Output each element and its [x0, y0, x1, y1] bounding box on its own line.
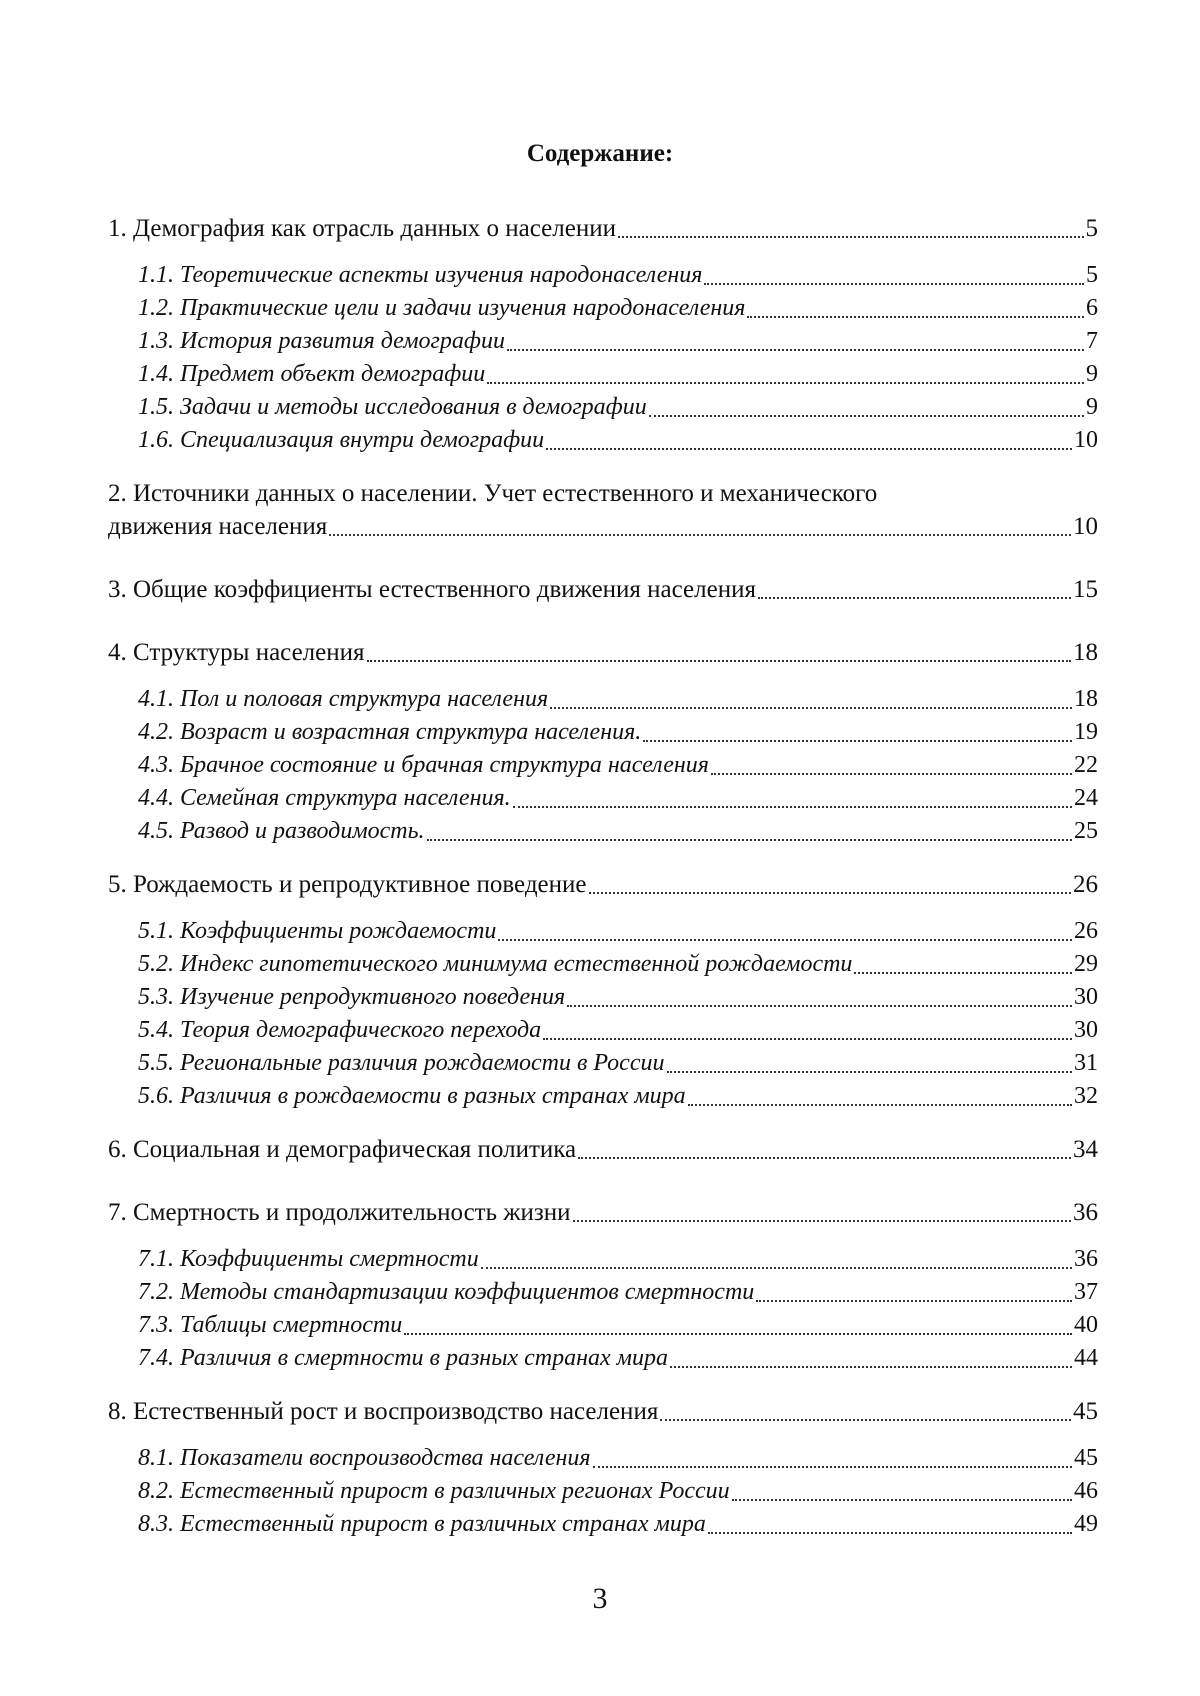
toc-page-number: 5: [1086, 262, 1098, 288]
toc-chapter-title: 3. Общие коэффициенты естественного движения населения: [108, 576, 756, 603]
toc-page-number: 37: [1074, 1279, 1098, 1305]
toc-page-number: 45: [1073, 1398, 1098, 1425]
dot-leader: [670, 1366, 1072, 1368]
toc-page-number: 45: [1074, 1445, 1098, 1471]
toc-section-title: 1.1. Теоретические аспекты изучения народонаселения: [138, 262, 703, 288]
toc-chapter-5[interactable]: [108, 868, 1098, 901]
dot-leader: [747, 316, 1084, 318]
toc-page-number: 25: [1074, 818, 1098, 844]
toc-section-8-2[interactable]: [108, 1475, 1098, 1508]
toc-section-title: 4.3. Брачное состояние и брачная структура населения: [138, 752, 709, 778]
toc-section-title: 7.2. Методы стандартизации коэффициентов смертности: [138, 1279, 755, 1305]
table-of-contents: [108, 212, 1098, 1541]
dot-leader: [593, 1466, 1072, 1468]
toc-page-number: 10: [1074, 427, 1098, 453]
toc-page-number: 24: [1074, 785, 1098, 811]
toc-page-number: 30: [1074, 984, 1098, 1010]
toc-chapter-title: 5. Рождаемость и репродуктивное поведение: [108, 871, 587, 898]
dot-leader: [704, 283, 1084, 285]
toc-chapter-title: 6. Социальная и демографическая политика: [108, 1136, 577, 1163]
toc-section-1-5[interactable]: [108, 391, 1098, 424]
toc-page-number: 18: [1074, 686, 1098, 712]
toc-page-number: 26: [1073, 871, 1098, 898]
toc-chapter-4[interactable]: [108, 636, 1098, 669]
toc-section-4-3[interactable]: [108, 749, 1098, 782]
toc-section-title: 5.2. Индекс гипотетического минимума естественной рождаемости: [138, 951, 853, 977]
toc-section-title: 1.6. Специализация внутри демографии: [138, 427, 545, 453]
toc-page-number: 9: [1086, 394, 1098, 420]
toc-page-number: 9: [1086, 361, 1098, 387]
toc-section-title: 4.1. Пол и половая структура населения: [138, 686, 549, 712]
toc-chapter-title: 8. Естественный рост и воспроизводство населения: [108, 1398, 659, 1425]
toc-page-number: 15: [1073, 576, 1098, 603]
toc-chapter-title: движения населения: [108, 513, 328, 540]
toc-section-title: 5.1. Коэффициенты рождаемости: [138, 918, 497, 944]
dot-leader: [481, 1267, 1072, 1269]
toc-page-number: 32: [1074, 1083, 1098, 1109]
toc-section-5-6[interactable]: [108, 1080, 1098, 1113]
toc-section-1-1[interactable]: [108, 259, 1098, 292]
dot-leader: [688, 1104, 1072, 1106]
toc-page-number: 29: [1074, 951, 1098, 977]
dot-leader: [367, 660, 1071, 662]
toc-section-title: 8.3. Естественный прирост в различных странах мира: [138, 1511, 706, 1537]
toc-section-title: 7.3. Таблицы смертности: [138, 1312, 403, 1338]
toc-page-number: 22: [1074, 752, 1098, 778]
toc-section-5-4[interactable]: [108, 1014, 1098, 1047]
dot-leader: [550, 707, 1072, 709]
toc-chapter-title: 4. Структуры населения: [108, 639, 365, 666]
dot-leader: [758, 597, 1071, 599]
toc-chapter-2[interactable]: [108, 510, 1098, 543]
toc-section-4-5[interactable]: [108, 815, 1098, 848]
toc-chapter-8[interactable]: [108, 1395, 1098, 1428]
toc-section-1-3[interactable]: [108, 325, 1098, 358]
dot-leader: [487, 382, 1084, 384]
toc-section-5-5[interactable]: [108, 1047, 1098, 1080]
toc-page-number: 18: [1073, 639, 1098, 666]
toc-section-title: 5.3. Изучение репродуктивного поведения: [138, 984, 566, 1010]
toc-section-1-4[interactable]: [108, 358, 1098, 391]
page-number: 3: [592, 1582, 608, 1615]
toc-section-4-2[interactable]: [108, 716, 1098, 749]
toc-chapter-6[interactable]: [108, 1133, 1098, 1166]
toc-section-title: 1.5. Задачи и методы исследования в демографии: [138, 394, 647, 420]
dot-leader: [546, 448, 1072, 450]
dot-leader: [404, 1333, 1072, 1335]
toc-section-title: 1.3. История развития демографии: [138, 328, 505, 354]
toc-section-8-1[interactable]: [108, 1442, 1098, 1475]
toc-chapter-title: 1. Демография как отрасль данных о населении: [108, 215, 616, 242]
dot-leader: [643, 740, 1072, 742]
toc-section-7-4[interactable]: [108, 1342, 1098, 1375]
toc-page-number: 40: [1074, 1312, 1098, 1338]
dot-leader: [854, 972, 1072, 974]
toc-section-title: 8.1. Показатели воспроизводства населения: [138, 1445, 591, 1471]
toc-page-number: 30: [1074, 1017, 1098, 1043]
toc-chapter-3[interactable]: [108, 573, 1098, 606]
dot-leader: [756, 1300, 1072, 1302]
toc-section-title: 4.4. Семейная структура населения.: [138, 785, 511, 811]
toc-section-title: 8.2. Естественный прирост в различных регионах России: [138, 1478, 730, 1504]
toc-chapter-1[interactable]: [108, 212, 1098, 245]
toc-page-number: 34: [1073, 1136, 1098, 1163]
toc-page-number: 5: [1085, 215, 1098, 242]
toc-page-number: 36: [1074, 1246, 1098, 1272]
toc-section-4-1[interactable]: [108, 683, 1098, 716]
dot-leader: [543, 1038, 1072, 1040]
toc-title: Содержание:: [526, 140, 674, 167]
toc-page-number: 31: [1074, 1050, 1098, 1076]
toc-page-number: 10: [1073, 513, 1098, 540]
dot-leader: [660, 1419, 1071, 1421]
dot-leader: [732, 1499, 1072, 1501]
toc-chapter-7[interactable]: [108, 1196, 1098, 1229]
toc-section-5-1[interactable]: [108, 915, 1098, 948]
dot-leader: [573, 1220, 1071, 1222]
dot-leader: [507, 349, 1084, 351]
toc-section-1-2[interactable]: [108, 292, 1098, 325]
toc-section-title: 4.5. Развод и разводимость.: [138, 818, 425, 844]
dot-leader: [649, 415, 1084, 417]
toc-page-number: 36: [1073, 1199, 1098, 1226]
dot-leader: [618, 236, 1084, 238]
toc-section-8-3[interactable]: [108, 1508, 1098, 1541]
dot-leader: [567, 1005, 1072, 1007]
dot-leader: [329, 534, 1071, 536]
toc-section-1-6[interactable]: [108, 424, 1098, 457]
toc-section-title: 5.4. Теория демографического перехода: [138, 1017, 542, 1043]
toc-page-number: 46: [1074, 1478, 1098, 1504]
dot-leader: [589, 892, 1072, 894]
toc-chapter-2-line1[interactable]: 2. Источники данных о населении. Учет естественного и механического: [108, 480, 878, 507]
toc-chapter-title: 7. Смертность и продолжительность жизни: [108, 1199, 571, 1226]
dot-leader: [513, 806, 1072, 808]
toc-section-title: 4.2. Возраст и возрастная структура населения.: [138, 719, 642, 745]
dot-leader: [427, 839, 1072, 841]
toc-section-7-2[interactable]: [108, 1276, 1098, 1309]
dot-leader: [711, 773, 1072, 775]
toc-section-title: 7.4. Различия в смертности в разных странах мира: [138, 1345, 668, 1371]
dot-leader: [667, 1071, 1073, 1073]
toc-page-number: 26: [1074, 918, 1098, 944]
toc-section-title: 7.1. Коэффициенты смертности: [138, 1246, 479, 1272]
toc-section-5-2[interactable]: [108, 948, 1098, 981]
dot-leader: [578, 1157, 1071, 1159]
toc-page-number: 19: [1074, 719, 1098, 745]
toc-section-title: 1.4. Предмет объект демографии: [138, 361, 486, 387]
toc-page-number: 44: [1074, 1345, 1098, 1371]
toc-page-number: 49: [1074, 1511, 1098, 1537]
dot-leader: [708, 1532, 1072, 1534]
toc-section-7-3[interactable]: [108, 1309, 1098, 1342]
toc-section-4-4[interactable]: [108, 782, 1098, 815]
toc-section-title: 5.6. Различия в рождаемости в разных странах мира: [138, 1083, 686, 1109]
toc-section-title: 5.5. Региональные различия рождаемости в России: [138, 1050, 665, 1076]
dot-leader: [498, 939, 1072, 941]
toc-page-number: 6: [1086, 295, 1098, 321]
toc-section-7-1[interactable]: [108, 1243, 1098, 1276]
toc-page-number: 7: [1086, 328, 1098, 354]
toc-section-5-3[interactable]: [108, 981, 1098, 1014]
toc-section-title: 1.2. Практические цели и задачи изучения народонаселения: [138, 295, 746, 321]
